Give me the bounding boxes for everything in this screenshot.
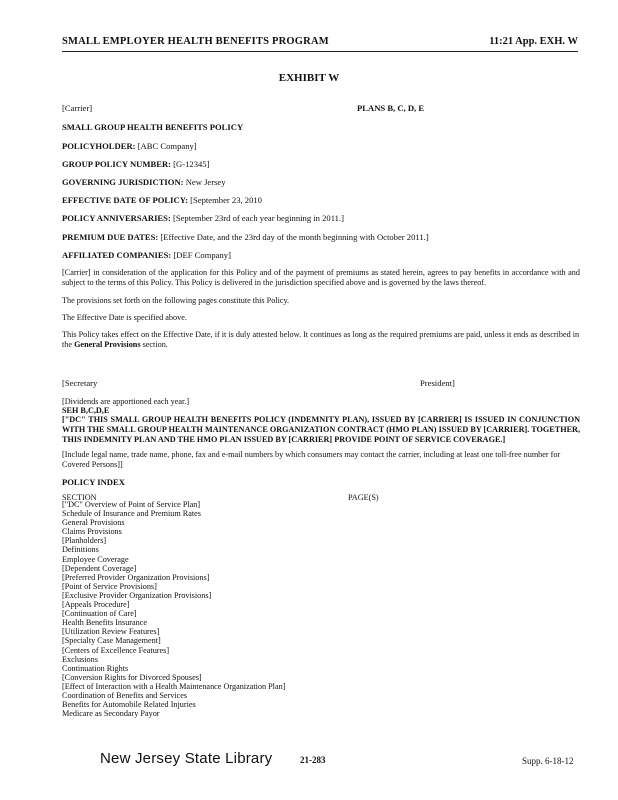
field-effective-date <box>62 195 262 205</box>
exhibit-title: EXHIBIT W <box>278 72 340 84</box>
index-item: Continuation Rights <box>62 663 129 673</box>
index-item: [Continuation of Care] <box>62 609 137 619</box>
header-section: 11:21 App. EXH. W <box>489 36 578 47</box>
field-group-policy-number <box>62 159 209 169</box>
index-item: Exclusions <box>62 654 98 664</box>
field-label: AFFILIATED COMPANIES: <box>62 250 172 260</box>
index-item: Claims Provisions <box>62 527 122 537</box>
index-item: [Dependent Coverage] <box>62 563 137 573</box>
index-item: [Specialty Case Management] <box>62 636 161 646</box>
takes-effect-paragraph <box>62 330 580 350</box>
field-affiliated-companies <box>62 250 231 260</box>
page-number: 21-283 <box>300 755 326 765</box>
takes-effect-end: section. <box>140 340 168 349</box>
field-value: [ABC Company] <box>137 141 197 151</box>
policy-type: SMALL GROUP HEALTH BENEFITS POLICY <box>62 122 244 132</box>
policy-index-title: POLICY INDEX <box>62 477 125 487</box>
index-item: Employee Coverage <box>62 554 129 564</box>
index-item: General Provisions <box>62 518 125 528</box>
index-item: [Appeals Procedure] <box>62 600 130 610</box>
index-item: [Centers of Excellence Features] <box>62 645 170 655</box>
president-signature: President] <box>420 378 455 388</box>
index-section-header: SECTION <box>62 493 97 502</box>
general-provisions-ref: General Provisions <box>74 340 141 349</box>
field-policyholder <box>62 141 197 151</box>
field-label: POLICYHOLDER: <box>62 141 136 151</box>
index-item: Schedule of Insurance and Premium Rates <box>62 509 201 519</box>
carrier-label: [Carrier] <box>62 103 93 113</box>
header-rule <box>62 51 578 52</box>
field-label: PREMIUM DUE DATES: <box>62 232 159 242</box>
plans-label: PLANS B, C, D, E <box>357 103 425 113</box>
field-label: EFFECTIVE DATE OF POLICY: <box>62 195 188 205</box>
dividends-note: [Dividends are apportioned each year.] <box>62 397 190 406</box>
provisions-paragraph: The provisions set forth on the following pages constitute this Policy. <box>62 296 290 305</box>
index-item: Benefits for Automobile Related Injuries <box>62 700 196 710</box>
seh-code: SEH B,C,D,E <box>62 406 110 415</box>
field-label: POLICY ANNIVERSARIES: <box>62 213 171 223</box>
index-pages-header: PAGE(S) <box>348 493 379 502</box>
policy-index-list <box>62 500 285 718</box>
secretary-signature: [Secretary <box>62 378 98 388</box>
running-header <box>62 36 578 50</box>
index-item: Coordination of Benefits and Services <box>62 690 188 700</box>
field-label: GROUP POLICY NUMBER: <box>62 159 172 169</box>
index-item: [Planholders] <box>62 536 107 546</box>
contact-note: [Include legal name, trade name, phone, fax and e-mail numbers by which consumers may contact the carrier, including at least one toll-free number for Covered Persons]] <box>62 450 561 469</box>
index-item: ["DC" Overview of Point of Service Plan] <box>62 500 201 509</box>
index-item: [Utilization Review Features] <box>62 627 160 637</box>
index-item: Medicare as Secondary Payor <box>62 709 160 719</box>
field-governing-jurisdiction <box>62 177 226 187</box>
field-premium-due-dates <box>62 232 429 242</box>
index-item: [Conversion Rights for Divorced Spouses] <box>62 672 202 682</box>
header-title: SMALL EMPLOYER HEALTH BENEFITS PROGRAM <box>62 36 329 47</box>
field-value: [September 23, 2010 <box>190 195 262 205</box>
supplement-date: Supp. 6-18-12 <box>522 756 574 766</box>
library-stamp: New Jersey State Library <box>100 750 273 767</box>
index-item: [Preferred Provider Organization Provisions] <box>62 572 210 582</box>
field-value: New Jersey <box>185 177 226 187</box>
dc-notice: ["DC" THIS SMALL GROUP HEALTH BENEFITS POLICY (INDEMNITY PLAN), ISSUED BY [CARRIER] IS ISSUED IN CONJUNCTION WITH THE SMALL GROUP HEALTH MAINTENANCE ORGANIZATION CONTRACT (HMO PLAN) ISSUED BY [CARRIER]. TOGETHER, THIS INDEMNITY PLAN AND THE HMO PLAN ISSUED BY [CARRIER] PROVIDE POINT OF SERVICE COVERAGE.] <box>62 415 580 444</box>
field-label: GOVERNING JURISDICTION: <box>62 177 184 187</box>
index-item: Definitions <box>62 545 99 555</box>
field-policy-anniversaries <box>62 213 344 223</box>
field-value: [DEF Company] <box>173 250 231 260</box>
effective-date-paragraph: The Effective Date is specified above. <box>62 313 187 322</box>
index-item: [Exclusive Provider Organization Provisions] <box>62 590 212 600</box>
index-item: Health Benefits Insurance <box>62 618 148 628</box>
field-value: [September 23rd of each year beginning in 2011.] <box>172 213 344 223</box>
consideration-paragraph: [Carrier] in consideration of the application for this Policy and of the payment of premiums as stated herein, agrees to pay benefits in accordance with and subject to the terms of this Policy. This Policy is delivered in the jurisdiction specified above and is governed by the laws thereof. <box>62 268 580 287</box>
index-item: [Point of Service Provisions] <box>62 581 157 591</box>
takes-effect-text: This Policy takes effect on the Effective Date, if it is duly attested below. It continues as long as the required premiums are paid, unless it ends as described in the <box>62 330 580 349</box>
index-item: [Effect of Interaction with a Health Maintenance Organization Plan] <box>62 681 286 691</box>
field-value: [G-12345] <box>173 159 210 169</box>
field-value: [Effective Date, and the 23rd day of the month beginning with October 2011.] <box>160 232 429 242</box>
